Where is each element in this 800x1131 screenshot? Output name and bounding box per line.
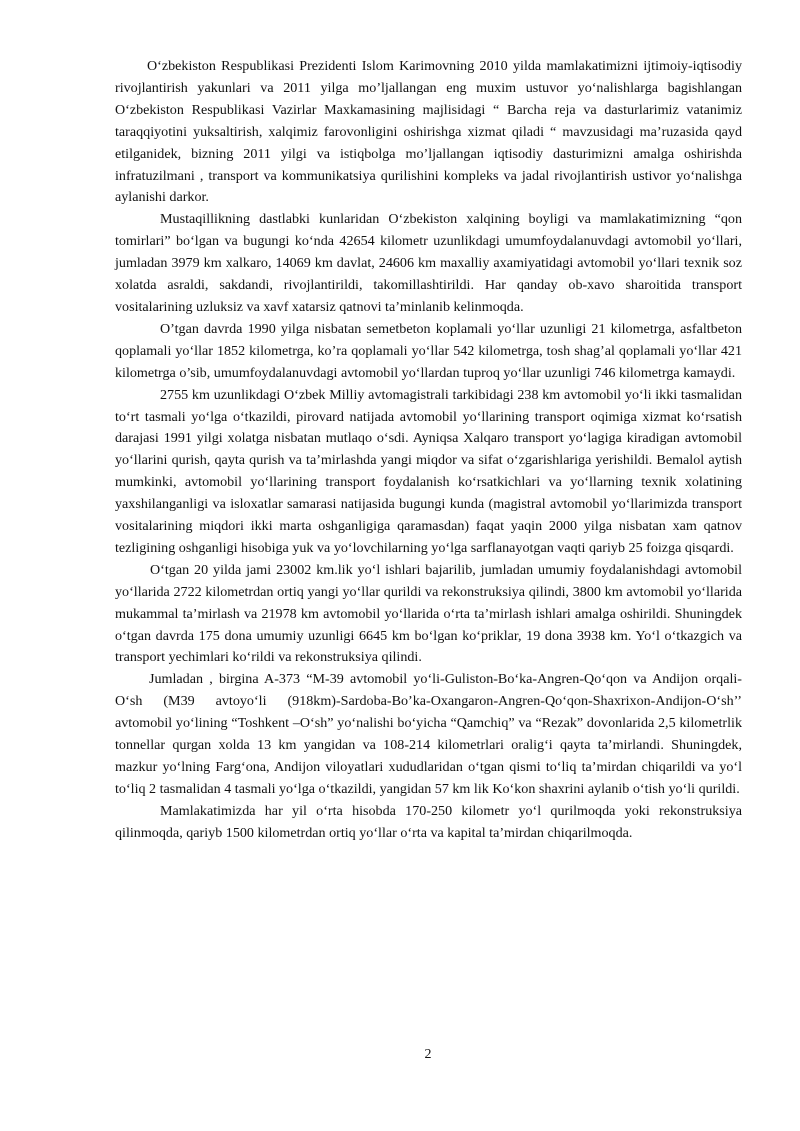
paragraph: Jumladan , birgina A-373 “M-39 avtomobil yo‘li-Guliston-Bo‘ka-Angren-Qo‘qon va Andijon orqali-O‘sh (M39 avtoyo‘li (918km)-Sardoba-Bo’ka-Oxangaron-Angren-Qo‘qon-Shaxrixon-Andijon-O‘sh’’ avtomobil yo‘lining “Toshkent –O‘sh” yo‘nalishi bo‘yicha “Qamchiq” va “Rezak” dovonlarida 2,5 kilometrlik tonnellar qurgan xolda 13 km yangidan va 108-214 kilometrlari oralig‘i qayta ta’mirlandi. Shuningdek, mazkur yo‘lning Farg‘ona, Andijon viloyatlari xududlaridan o‘tgan qismi to‘liq ta’mirdan chiqarildi va yo‘l to‘liq 2 tasmalidan 4 tasmali yo‘lga o‘tkazildi, yangidan 57 km lik Ko‘kon shaxrini aylanib o‘tish yo‘li qurildi. [115, 671, 742, 797]
page-number: 2 [424, 1047, 432, 1062]
paragraph: Mamlakatimizda har yil o‘rta hisobda 170-250 kilometr yo‘l qurilmoqda yoki rekonstruksiya qilinmoqda, qariyb 1500 kilometrdan ortiq yo‘llar o‘rta va kapital ta’mirdan chiqarilmoqda. [115, 802, 742, 841]
paragraph: Mustaqillikning dastlabki kunlaridan O‘zbekiston xalqining boyligi va mamlakatimizning “qon tomirlari” bo‘lgan va bugungi ko‘nda 42654 kilometr uzunlikdagi umumfoydalanuvdagi avtomobil yo‘llari, jumladan 3979 km xalkaro, 14069 km davlat, 24606 km maxalliy axamiyatidagi avtomobil yo‘llari texnik soz xolatda asraldi, sakdandi, rivojlantirildi, takomillashtirildi. Har qanday ob-xavo sharoitida transport vositalarining uzluksiz va xavf xatarsiz qatnovi ta’minlanib kelinmoqda. [115, 211, 742, 315]
paragraph: O‘zbekiston Respublikasi Prezidenti Islom Karimovning 2010 yilda mamlakatimizni ijtimoiy-iqtisodiy rivojlantirish yakunlari va 2011 yilga mo’ljallangan eng muxim ustuvor yo‘nalishlarga bagishlangan O‘zbekiston Respublikasi Vazirlar Maxkamasining majlisidagi “ Barcha reja va dasturlarimiz vatanimiz taraqqiyotini yuksaltirish, xalqimiz farovonligini oshirishga xizmat qiladi “ mavzusidagi ma’ruzasida qayd etilganidek, bizning 2011 yilgi va istiqbolga mo’ljallangan iqtisodiy dasturimizni amalga oshirishda infratuzilmani , transport va kommunikatsiya qurilishini kompleks va jadal rivojlantirish ustivor yo‘nalishga aylanishi darkor. [115, 58, 742, 206]
paragraph: O‘tgan 20 yilda jami 23002 km.lik yo‘l ishlari bajarilib, jumladan umumiy foydalanishdagi avtomobil yo‘llarida 2722 kilometrdan ortiq yangi yo‘llar qurildi va rekonstruksiya qilindi, 3800 km avtomobil yo‘llarida mukammal ta’mirlash va 21978 km avtomobil yo‘llarida o‘rta ta’mirlash ishlari amalga oshirildi. Shuningdek o‘tgan davrda 175 dona umumiy uzunligi 6645 km bo‘lgan ko‘priklar, 19 dona 3938 km. Yo‘l o‘tkazgich va transport yechimlari ko‘rildi va rekonstruksiya qilindi. [115, 561, 742, 666]
document-body [115, 56, 742, 845]
paragraph: O’tgan davrda 1990 yilga nisbatan semetbeton koplamali yo‘llar uzunligi 21 kilometrga, asfaltbeton qoplamali yo‘llar 1852 kilometrga, ko’ra qoplamali yo‘llar 542 kilometrga, tosh shag’al qoplamali yo‘llar 421 kilometrga o’sib, umumfoydalanuvdagi avtomobil yo‘llardan tuproq yo‘llar uzunligi 746 kilometrga kamaydi. [115, 320, 742, 381]
paragraph: 2755 km uzunlikdagi O‘zbek Milliy avtomagistrali tarkibidagi 238 km avtomobil yo‘li ikki tasmalidan to‘rt tasmali yo‘lga o‘tkazildi, pirovard natijada avtomobil yo‘llarining transport oqimiga xizmat ko‘rsatish darajasi 1991 yilgi xolatga nisbatan mutlaqo o‘sdi. Ayniqsa Xalqaro transport yo‘lagiga kiradigan avtomobil yo‘llarini qurish, qayta qurish va ta’mirlashda yangi miqdor va sifat o‘zgarishlariga yerishildi. Bemalol aytish mumkinki, avtomobil yo‘llarining transport foydalanish ko‘rsatkichlari va yo‘llarning texnik xolatining yaxshilanganligi va isloxatlar samarasi natijasida bugungi kunda (magistral avtomobil yo‘llarimizda transport vositalarining miqdori ikki marta oshganligiga qaramasdan) faqat yaqin 2000 yilga nisbatan xam qatnov tezligining oshganligi hisobiga yuk va yo‘lovchilarning yo‘lga sarflanayotgan vaqti qariyb 25 foizga qisqardi. [115, 386, 742, 556]
